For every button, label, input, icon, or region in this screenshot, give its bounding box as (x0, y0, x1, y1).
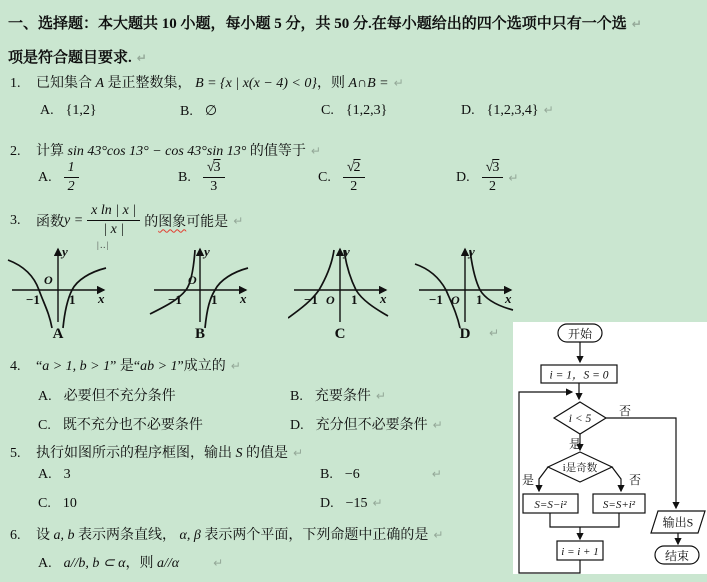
q1-option-d-label: D. (461, 103, 475, 118)
q5-option-a-label: A. (38, 467, 52, 482)
graph-option-c (288, 242, 392, 330)
q2-text: 计算 (36, 144, 68, 159)
tick-1: 1 (211, 292, 218, 307)
question-3 (10, 203, 243, 238)
radicand: 3 (213, 160, 221, 175)
q1-option-c (321, 103, 387, 119)
tick-1: 1 (351, 292, 358, 307)
paragraph-mark-icon: ↵ (375, 389, 386, 403)
no-label: 否 (619, 404, 632, 418)
q4-option-d (290, 414, 443, 434)
fraction-denominator: 2 (488, 179, 496, 195)
q5-option-c-value: 10 (62, 496, 77, 511)
q4-option-c-label: C. (38, 418, 51, 433)
q1-set-B: B = {x | x(x − 4) < 0} (195, 76, 317, 91)
paragraph-mark-icon: ↵ (393, 76, 404, 90)
paragraph-mark-icon: ↵ (230, 359, 241, 373)
q5-text2: 的值是 (242, 446, 288, 461)
q2-option-c (318, 160, 365, 195)
q6-option-a-text: ，则 (125, 556, 157, 571)
q4-option-d-label: D. (290, 418, 304, 433)
q6-text2: 表示两条直线， (74, 528, 180, 543)
header-text: 一、选择题：本大题共 10 小题，每小题 5 分，共 50 分.在每小题给出的四个选项中只有一个选 (8, 16, 627, 32)
question-3-number: 3. (10, 212, 21, 228)
merge-line (550, 513, 619, 527)
fraction (343, 160, 365, 195)
q4-option-b-label: B. (290, 389, 303, 404)
paragraph-mark-icon: ↵ (433, 528, 444, 542)
q4-conclusion: ab > 1 (140, 359, 178, 374)
paragraph-mark-icon: ↵ (508, 170, 519, 185)
fraction (203, 160, 225, 195)
q1-option-a-label: A. (40, 103, 54, 118)
q5-option-b-value: −6 (344, 467, 360, 482)
no-label: 否 (629, 473, 642, 487)
end-label: 结束 (664, 549, 690, 563)
q1-option-c-label: C. (321, 103, 334, 118)
q5-option-b-label: B. (320, 467, 333, 482)
q4-option-c (38, 414, 203, 434)
yes-label: 是 (522, 473, 535, 487)
q1-option-b-label: B. (180, 104, 193, 119)
q1-intersection: A∩B = (348, 76, 389, 91)
q2-option-b-label: B. (178, 169, 191, 185)
question-4 (10, 355, 241, 375)
q6-text: 设 (36, 528, 54, 543)
paragraph-mark-icon: ↵ (233, 213, 244, 228)
fraction-denominator: 2 (67, 179, 75, 195)
paragraph-mark-icon: ↵ (489, 326, 500, 340)
question-6 (10, 524, 443, 544)
q1-text2: 是正整数集， (104, 76, 196, 91)
q5-option-d (320, 496, 383, 512)
x-axis-label: x (240, 291, 247, 306)
q4-option-a (38, 385, 176, 405)
tick-1: 1 (476, 292, 483, 307)
q5-option-a-value: 3 (63, 467, 71, 482)
q5-text: 执行如图所示的程序框图，输出 (36, 446, 236, 461)
graph-option-b (148, 242, 252, 330)
radical-sign: √ (346, 160, 355, 175)
fraction-denominator: 2 (350, 179, 358, 195)
paragraph-mark-icon: ↵ (631, 17, 642, 31)
radical-sign: √ (206, 160, 215, 175)
no-branch-line (612, 467, 621, 491)
q6-text3: 表示两个平面，下列命题中正确的是 (200, 528, 429, 543)
q5-option-d-value: −15 (345, 496, 368, 511)
q3-y-equals: y = (64, 212, 84, 228)
x-axis-label: x (505, 291, 512, 306)
radicand: 3 (492, 160, 500, 175)
tick-minus-1: −1 (304, 292, 318, 307)
fraction (482, 160, 504, 195)
paragraph-mark-icon: ↵ (293, 446, 304, 460)
q4-option-d-value: 充分但不必要条件 (315, 418, 428, 433)
q1-text: 已知集合 (36, 76, 96, 91)
origin-label: O (44, 273, 53, 287)
q2-option-d (456, 160, 518, 195)
q3-text2: 的 (144, 214, 159, 230)
fraction-denominator: 3 (210, 179, 218, 195)
q3-text3: 可能是 (186, 214, 229, 230)
start-label: 开始 (567, 327, 593, 341)
curve-left-branch (288, 250, 334, 318)
add-label: S=S+i² (602, 499, 636, 511)
yes-branch-line (539, 467, 548, 491)
q1-option-d-value: {1,2,3,4} (486, 103, 539, 118)
y-axis-label: y (344, 244, 350, 259)
graph-c-letter: C (334, 326, 346, 342)
q2-trig-expression: sin 43°cos 13° − cos 43°sin 13° (67, 144, 247, 159)
question-2-number: 2. (10, 144, 21, 159)
yes-label: 是 (569, 437, 582, 451)
init-label: i = 1，S = 0 (549, 369, 609, 382)
q6-option-a-label: A. (38, 556, 52, 571)
q1-option-a (40, 103, 97, 119)
q2-option-c-label: C. (318, 169, 331, 185)
q5-option-d-label: D. (320, 496, 334, 511)
radicand: 2 (353, 160, 361, 175)
q6-option-a-math2: a//α (156, 556, 180, 571)
q4-option-a-value: 必要但不充分条件 (63, 389, 176, 404)
origin-label: O (188, 273, 197, 287)
q4-condition: a > 1, b > 1 (42, 359, 111, 374)
q6-option-a (38, 552, 223, 572)
q2-option-b (178, 160, 225, 195)
graph-option-d (413, 242, 517, 330)
flowchart-panel (513, 322, 707, 574)
q5-variable-S: S (235, 446, 243, 461)
q1-option-a-value: {1,2} (65, 103, 97, 118)
y-axis-label: y (469, 244, 475, 259)
q5-option-a (38, 467, 71, 483)
y-axis-label: y (62, 244, 68, 259)
q4-quote: “ (36, 359, 43, 374)
paragraph-mark-icon: ↵ (372, 496, 383, 510)
condition-2-label: i是奇数 (562, 463, 598, 474)
paragraph-mark-icon: ↵ (136, 51, 147, 65)
q4-text: ” 是“ (110, 359, 141, 374)
q6-lines: a, b (53, 528, 75, 543)
q5-option-b (320, 467, 442, 483)
graph-a-letter: A (52, 326, 64, 342)
q5-option-c (38, 496, 77, 512)
tick-1: 1 (69, 292, 76, 307)
q6-planes: α, β (179, 528, 201, 543)
flowchart (513, 322, 707, 574)
q6-option-a-math1: a//b, b ⊂ α (63, 556, 126, 571)
q1-option-b-value: ∅ (204, 104, 218, 119)
q3-fraction (87, 203, 140, 238)
section-header-line2 (8, 46, 147, 67)
q1-option-d (461, 103, 554, 119)
graph-option-a (6, 242, 110, 330)
q4-text2: ”成立的 (177, 359, 226, 374)
paragraph-mark-icon: ↵ (213, 556, 224, 570)
header-text-2: 项是符合题目要求. (8, 50, 132, 66)
q2-option-a (38, 160, 79, 195)
q2-text2: 的值等于 (246, 144, 306, 159)
question-6-number: 6. (10, 528, 21, 543)
output-label: 输出S (662, 515, 694, 530)
graph-d-letter: D (459, 326, 471, 342)
q4-option-c-value: 既不充分也不必要条件 (62, 418, 203, 433)
fraction-numerator: x ln | x | (87, 203, 140, 221)
subtract-label: S=S−i² (534, 499, 567, 511)
section-header-line1 (8, 12, 642, 33)
q2-option-d-label: D. (456, 169, 470, 185)
tick-minus-1: −1 (168, 292, 182, 307)
graph-b-letter: B (194, 326, 205, 342)
paragraph-mark-icon: ↵ (432, 418, 443, 432)
x-axis-label: x (98, 291, 105, 306)
q1-option-b (180, 103, 217, 120)
paragraph-mark-icon: ↵ (310, 144, 321, 158)
y-axis-label: y (204, 244, 210, 259)
image-crop-artifact: |‥| (97, 240, 110, 250)
question-1 (10, 72, 404, 92)
question-4-number: 4. (10, 359, 21, 374)
q4-option-b (290, 385, 386, 405)
question-5 (10, 442, 303, 462)
q4-option-a-label: A. (38, 389, 52, 404)
tick-minus-1: −1 (26, 292, 40, 307)
x-axis-label: x (380, 291, 387, 306)
origin-label: O (451, 293, 460, 307)
q3-spellcheck-word: 图象 (158, 214, 187, 230)
paragraph-mark-icon: ↵ (431, 467, 442, 481)
q1-option-c-value: {1,2,3} (345, 103, 388, 118)
q2-option-a-label: A. (38, 169, 52, 185)
q1-math-A: A (95, 76, 105, 91)
q4-option-b-value: 充要条件 (314, 389, 371, 404)
q1-text3: ，则 (316, 76, 349, 91)
fraction-numerator: 1 (64, 160, 79, 178)
fraction-denominator: | x | (103, 222, 125, 238)
tick-minus-1: −1 (429, 292, 443, 307)
origin-label: O (326, 293, 335, 307)
question-1-number: 1. (10, 76, 21, 91)
q5-option-c-label: C. (38, 496, 51, 511)
fraction (64, 160, 79, 195)
q3-text: 函数 (36, 214, 64, 230)
radical-sign: √ (485, 160, 494, 175)
increment-label: i = i + 1 (561, 546, 599, 558)
condition-1-label: i < 5 (568, 413, 592, 425)
paragraph-mark-icon: ↵ (543, 103, 554, 117)
question-5-number: 5. (10, 446, 21, 461)
question-2 (10, 140, 321, 160)
